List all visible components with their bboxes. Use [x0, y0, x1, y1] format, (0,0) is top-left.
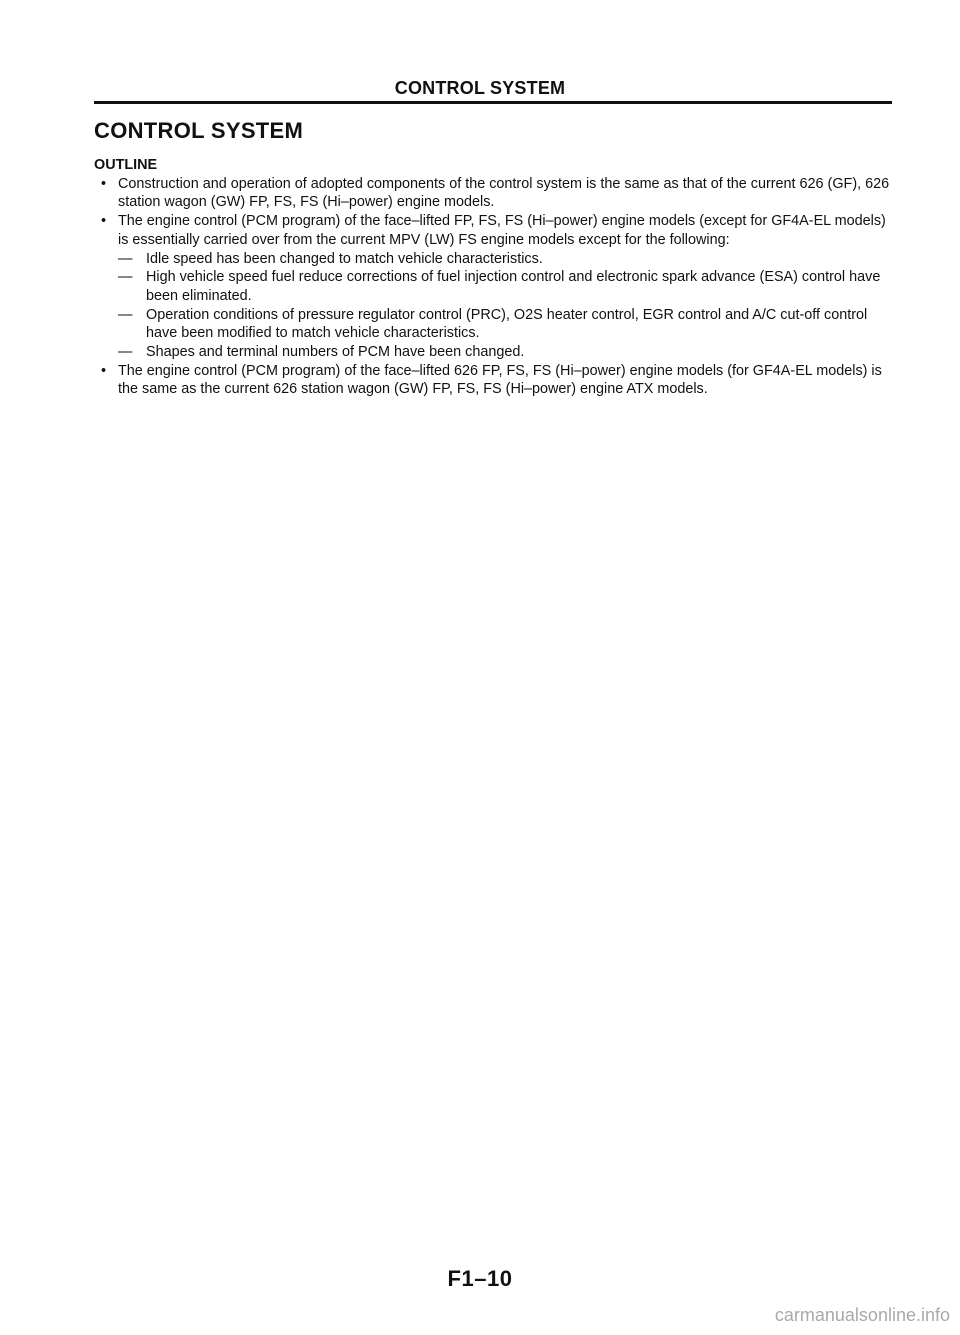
bullet-text: Construction and operation of adopted components of the control system is the same as that of the current 626 (GF), 626 station wagon (GW) FP, FS, FS (Hi–power) engine models.	[118, 175, 890, 211]
bullet-text: The engine control (PCM program) of the face–lifted FP, FS, FS (Hi–power) engine models (except for GF4A-EL models) is essentially carried over from the current MPV (LW) FS engine models except for the following:	[118, 213, 886, 248]
dash-mark: —	[118, 250, 133, 267]
dash-text: Idle speed has been changed to match vehicle characteristics.	[146, 250, 543, 267]
bullet-mark: •	[101, 362, 107, 379]
dash-text: Shapes and terminal numbers of PCM have been changed.	[146, 344, 525, 361]
dash-text: High vehicle speed fuel reduce corrections of fuel injection control and electronic spark advance (ESA) control have been eliminated.	[146, 269, 881, 304]
outline-subheading: OUTLINE	[94, 157, 158, 173]
dash-mark: —	[118, 269, 133, 286]
dash-text: Operation conditions of pressure regulator control (PRC), O2S heater control, EGR control and A/C cut-off control have been modified to match vehicle characteristics.	[146, 306, 868, 342]
bullet-mark: •	[101, 213, 107, 230]
dash-mark: —	[118, 344, 133, 361]
bullet-mark: •	[101, 175, 107, 192]
dash-item	[94, 343, 894, 362]
dash-item	[94, 250, 894, 269]
running-header: CONTROL SYSTEM	[394, 78, 566, 98]
outline-content	[94, 156, 894, 399]
watermark: carmanualsonline.info	[774, 1305, 950, 1325]
bullet-item	[94, 362, 894, 399]
page-number: F1–10	[447, 1266, 513, 1291]
dash-mark: —	[118, 306, 133, 323]
header-rule	[94, 101, 892, 104]
bullet-item	[94, 175, 894, 212]
bullet-text: The engine control (PCM program) of the face–lifted 626 FP, FS, FS (Hi–power) engine models (for GF4A-EL models) is the same as the current 626 station wagon (GW) FP, FS, FS (Hi–power) engine ATX models.	[118, 362, 882, 398]
dash-item	[94, 306, 894, 343]
dash-item	[94, 268, 894, 305]
section-title: CONTROL SYSTEM	[94, 118, 304, 143]
bullet-item	[94, 212, 894, 249]
